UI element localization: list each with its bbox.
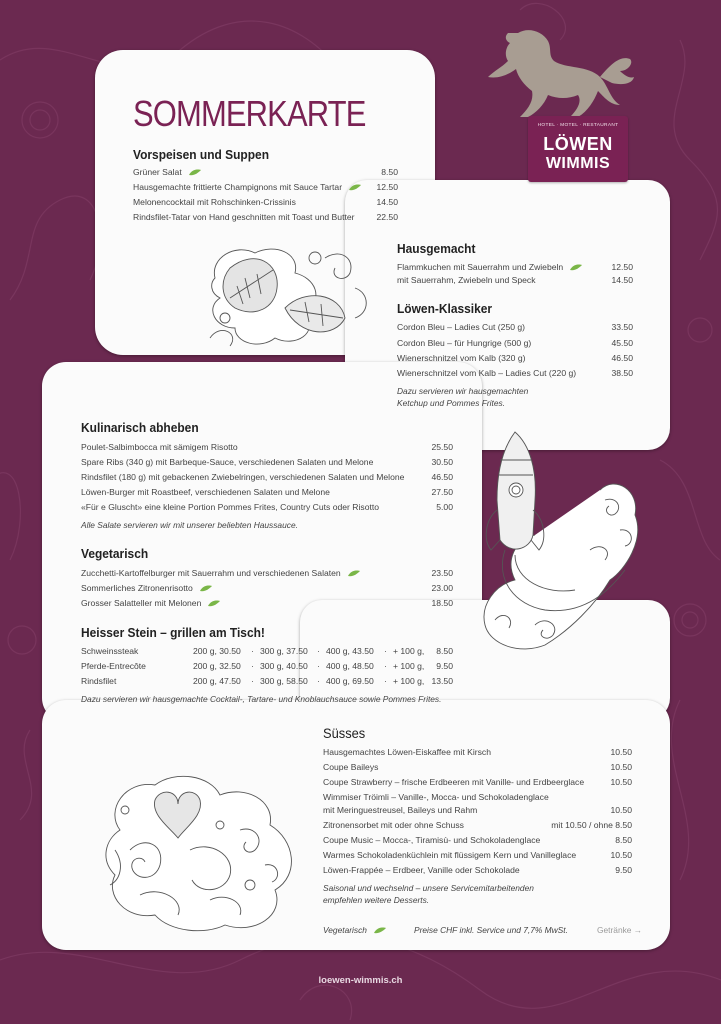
item-price: 30.50 (431, 457, 453, 467)
grill-separator: · (317, 676, 320, 686)
kulinarisch-note: Alle Salate servieren wir mit unserer beliebten Haussauce. (81, 520, 298, 530)
item-price: 10.50 (610, 777, 632, 787)
item-price: 10.50 (610, 850, 632, 860)
item-price: 22.50 (376, 212, 398, 222)
item-name: Rindsfilet-Tatar von Hand geschnitten mit Toast und Butter (133, 212, 355, 222)
note-line: Ketchup und Pommes Frites. (397, 398, 505, 408)
item-name: Coupe Music – Mocca-, Tiramisù- und Schokoladenglace (323, 835, 541, 845)
heart-illustration (100, 770, 305, 935)
page-title: SOMMERKARTE (133, 93, 366, 134)
section-heading-vegetarisch: Vegetarisch (81, 546, 149, 561)
grill-price-400: 400 g, 69.50 (326, 676, 374, 686)
item-name: Zucchetti-Kartoffelburger mit Sauerrahm und verschiedenen Salaten (81, 568, 341, 578)
grill-price-400: 400 g, 43.50 (326, 646, 374, 656)
grill-separator: · (251, 676, 254, 686)
item-name: Coupe Strawberry – frische Erdbeeren mit Vanille- und Erdbeerglace (323, 777, 585, 787)
section-heading-suesses: Süsses (323, 725, 366, 741)
leaves-illustration (205, 238, 375, 353)
grill-separator: · (384, 646, 387, 656)
note-line: empfehlen weitere Desserts. (323, 895, 430, 905)
item-name: Melonencocktail mit Rohschinken-Crissinis (133, 197, 296, 207)
grill-extra-price: 13.50 (431, 676, 453, 686)
grill-item-name: Rindsfilet (81, 676, 117, 686)
vegetarian-leaf-icon (347, 570, 361, 577)
logo-subtitle: HOTEL · MOTEL · RESTAURANT (537, 123, 619, 128)
item-name: Hausgemachte frittierte Champignons mit Sauce Tartar (133, 182, 343, 192)
item-price: 23.50 (431, 568, 453, 578)
item-price: 27.50 (431, 487, 453, 497)
vegetarian-leaf-icon (373, 927, 387, 934)
item-price: 25.50 (431, 442, 453, 452)
section-heading-klassiker: Löwen-Klassiker (397, 301, 493, 316)
item-name: Grosser Salatteller mit Melonen (81, 598, 202, 608)
lion-logo-icon (470, 25, 640, 125)
grill-separator: · (384, 676, 387, 686)
grill-separator: · (251, 661, 254, 671)
grill-separator: · (251, 646, 254, 656)
item-name: Coupe Baileys (323, 762, 379, 772)
item-price: 8.50 (615, 835, 632, 845)
grill-extra-price: 8.50 (436, 646, 453, 656)
grill-price-200: 200 g, 47.50 (193, 676, 241, 686)
note-line: Saisonal und wechselnd – unsere Servicemitarbeitenden (323, 883, 534, 893)
grill-price-200: 200 g, 32.50 (193, 661, 241, 671)
klassiker-note (397, 385, 528, 409)
item-name: Hausgemachtes Löwen-Eiskaffee mit Kirsch (323, 747, 491, 757)
item-name: Wimmiser Tröimli – Vanille-, Mocca- und Schokoladenglace (323, 792, 549, 802)
grill-extra-weight: + 100 g, (393, 646, 425, 656)
vegetarian-leaf-icon (569, 264, 583, 271)
item-name: Poulet-Salbimbocca mit sämigem Risotto (81, 442, 238, 452)
item-price: 8.50 (381, 167, 398, 177)
grill-separator: · (384, 661, 387, 671)
legend-prices: Preise CHF inkl. Service und 7,7% MwSt. (414, 925, 568, 935)
grill-price-300: 300 g, 37.50 (260, 646, 308, 656)
item-price: 14.50 (611, 275, 633, 285)
item-name: Grüner Salat (133, 167, 182, 177)
section-heading-vorspeisen: Vorspeisen und Suppen (133, 147, 270, 162)
grill-separator: · (317, 646, 320, 656)
grill-extra-weight: + 100 g, (393, 676, 425, 686)
vegetarian-leaf-icon (188, 169, 202, 176)
grill-price-300: 300 g, 58.50 (260, 676, 308, 686)
item-name: Flammkuchen mit Sauerrahm und Zwiebeln (397, 262, 564, 272)
grill-item-name: Schweinssteak (81, 646, 139, 656)
grill-price-400: 400 g, 48.50 (326, 661, 374, 671)
item-price: 10.50 (610, 805, 632, 815)
item-name: Löwen-Burger mit Roastbeef, verschiedenen Salaten und Melone (81, 487, 330, 497)
section-heading-hausgemacht: Hausgemacht (397, 241, 476, 256)
item-price: 18.50 (431, 598, 453, 608)
item-name: Cordon Bleu – Ladies Cut (250 g) (397, 322, 526, 332)
legend-vegetarian (323, 924, 387, 936)
item-name: Spare Ribs (340 g) mit Barbeque-Sauce, verschiedenen Salaten und Melone (81, 457, 374, 467)
item-name: Löwen-Frappée – Erdbeer, Vanille oder Schokolade (323, 865, 520, 875)
item-name: Wienerschnitzel vom Kalb (320 g) (397, 353, 526, 363)
item-price: mit 10.50 / ohne 8.50 (551, 820, 632, 830)
item-price: 12.50 (611, 262, 633, 272)
next-page-link[interactable]: Getränke → (597, 925, 643, 935)
item-price: 46.50 (611, 353, 633, 363)
item-price: 23.00 (431, 583, 453, 593)
item-name: Sommerliches Zitronenrisotto (81, 583, 193, 593)
logo-line-2: WIMMIS (545, 155, 611, 172)
item-name: «Für e Gluscht» eine kleine Portion Pommes Frites, Country Cuts oder Risotto (81, 502, 380, 512)
grill-price-300: 300 g, 40.50 (260, 661, 308, 671)
grill-item-name: Pferde-Entrecôte (81, 661, 146, 671)
item-name: Rindsfilet (180 g) mit gebackenen Zwiebelringen, verschiedenen Salaten und Melone (81, 472, 405, 482)
rocket-illustration (475, 430, 645, 655)
item-name: Cordon Bleu – für Hungrige (500 g) (397, 338, 532, 348)
suesses-note (323, 882, 534, 906)
item-price: 38.50 (611, 368, 633, 378)
stein-note: Dazu servieren wir hausgemachte Cocktail-, Tartare- und Knoblauchsauce sowie Pommes Frites. (81, 694, 442, 704)
legend-vegetarian-label: Vegetarisch (323, 925, 367, 935)
item-name: Wienerschnitzel vom Kalb – Ladies Cut (220 g) (397, 368, 577, 378)
grill-price-200: 200 g, 30.50 (193, 646, 241, 656)
grill-extra-weight: + 100 g, (393, 661, 425, 671)
vegetarian-leaf-icon (207, 600, 221, 607)
item-name: mit Meringuestreusel, Baileys und Rahm (323, 805, 478, 815)
logo-badge (528, 116, 628, 182)
item-price: 46.50 (431, 472, 453, 482)
item-name: Warmes Schokoladenküchlein mit flüssigem Kern und Vanilleglace (323, 850, 577, 860)
item-price: 9.50 (615, 865, 632, 875)
item-price: 33.50 (611, 322, 633, 332)
item-price: 12.50 (376, 182, 398, 192)
section-heading-kulinarisch: Kulinarisch abheben (81, 420, 199, 435)
item-price: 45.50 (611, 338, 633, 348)
item-name: Zitronensorbet mit oder ohne Schuss (323, 820, 464, 830)
note-line: Dazu servieren wir hausgemachten (397, 386, 529, 396)
grill-separator: · (317, 661, 320, 671)
vegetarian-leaf-icon (199, 585, 213, 592)
grill-extra-price: 9.50 (436, 661, 453, 671)
item-price: 14.50 (376, 197, 398, 207)
item-price: 10.50 (610, 762, 632, 772)
item-price: 5.00 (436, 502, 453, 512)
logo-line-1: LÖWEN (543, 134, 613, 154)
item-price: 10.50 (610, 747, 632, 757)
vegetarian-leaf-icon (348, 184, 362, 191)
item-name: mit Sauerrahm, Zwiebeln und Speck (397, 275, 536, 285)
footer-url[interactable]: loewen-wimmis.ch (318, 975, 403, 986)
section-heading-stein: Heisser Stein – grillen am Tisch! (81, 625, 265, 640)
